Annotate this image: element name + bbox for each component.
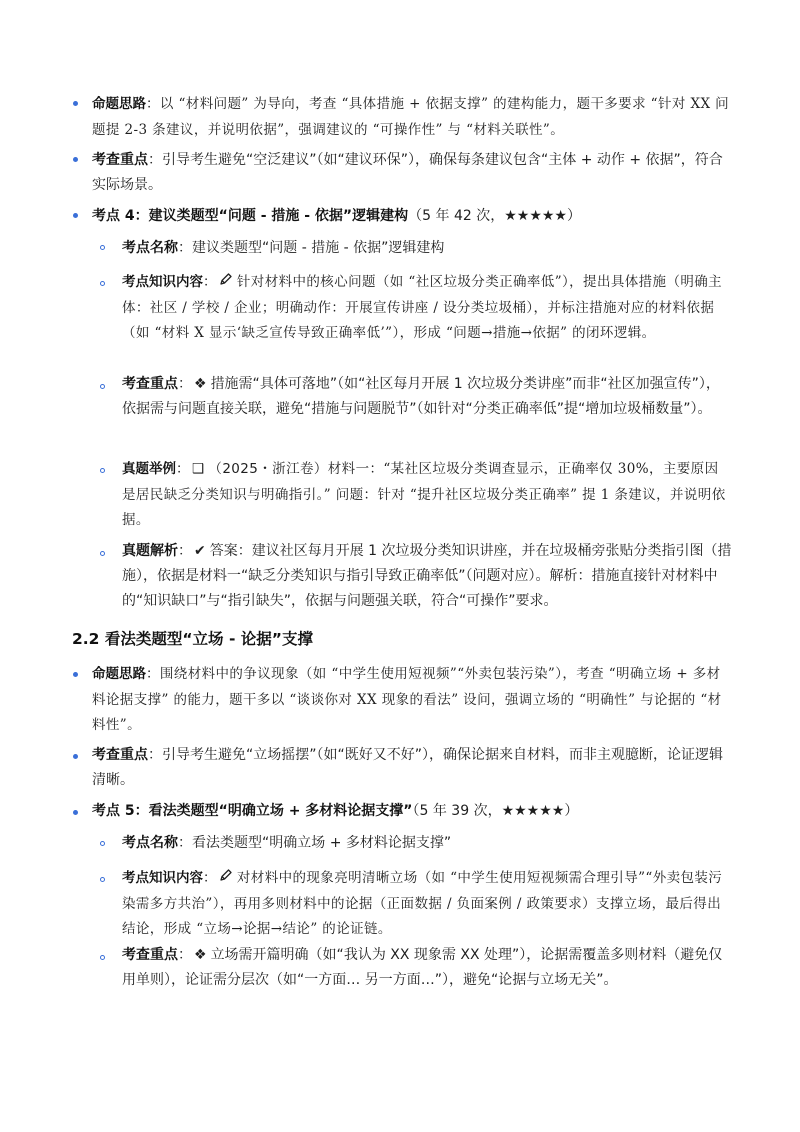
section-heading: 2.2 看法类题型“立场 - 论据”支撑 [72, 630, 313, 648]
bullet [72, 753, 80, 761]
item-label: 考查重点 [92, 152, 148, 168]
item-label: 真题举例 [122, 461, 176, 477]
item-text: 引导考生避免“立场摇摆”（如“既好又不好”），确保论据来自材料，而非主观臆断，论证逻辑清晰。 [92, 747, 724, 788]
bullet [100, 841, 108, 849]
checkbox-icon: ❑ [191, 461, 205, 477]
bullet [72, 671, 80, 679]
list-item: 真题解析： ✔ 答案：建议社区每月开展 1 次垃圾分类知识讲座，并在垃圾桶旁张贴分类指引图（措施），依据是材料一“缺乏分类知识与指引导致正确率低”（问题对应）。解析：措施直接针对材料中的“知识缺口”与“指引缺失”，依据与问题强关联，符合“可操作”要求。 [122, 539, 732, 614]
kp-title: 考点 5：看法类题型“明确立场 + 多材料论据支撑” [92, 803, 413, 819]
item-label: 命题思路 [92, 96, 146, 112]
kp-title: 考点 4：建议类题型“问题 - 措施 - 依据”逻辑建构 [92, 208, 409, 224]
kp4-heading [92, 204, 732, 229]
example-source: （2025・浙江卷） [208, 461, 328, 477]
item-text: 对材料中的现象亮明清晰立场（如 “中学生使用短视频需合理引导”“外卖包装污染需多方共治”），再用多则材料中的论据（正面数据 / 负面案例 / 政策要求）支撑立场，最后得出结论，形成 “立场→论据→结论” 的论证链。 [122, 870, 723, 937]
diamond-icon: ❖ [194, 376, 207, 392]
item-label: 真题解析 [122, 543, 178, 559]
item-text: 材料一：“某社区垃圾分类调查显示，正确率仅 30%，主要原因是居民缺乏分类知识与明确指引。” 问题：针对 “提升社区垃圾分类正确率” 提 1 条建议，并说明依据。 [122, 461, 726, 528]
bullet [72, 809, 80, 817]
bullet [100, 384, 108, 392]
item-text: 以 “材料问题” 为导向，考查 “具体措施 + 依据支撑” 的建构能力，题干多要求 “针对 XX 问题提 2-3 条建议，并说明依据”，强调建议的 “可操作性” 与 “材料关联性”。 [92, 96, 730, 138]
item-text: 引导考生避免“空泛建议”（如“建议环保”），确保每条建议包含“主体 + 动作 + 依据”，符合实际场景。 [92, 152, 723, 193]
list-item: 考点知识内容： 对材料中的现象亮明清晰立场（如 “中学生使用短视频需合理引导”“外卖包装污染需多方共治”），再用多则材料中的论据（正面数据 / 负面案例 / 政策要求）支撑立场，最后得出结论，形成 “立场→论据→结论” 的论证链。 [122, 866, 732, 943]
list-item: 考点名称：看法类题型“明确立场 + 多材料论据支撑” [122, 835, 452, 851]
item-label: 命题思路 [92, 666, 146, 682]
item-text: 看法类题型“明确立场 + 多材料论据支撑” [192, 835, 452, 851]
list-item: 考查重点： ❖ 立场需开篇明确（如“我认为 XX 现象需 XX 处理”），论据需覆盖多则材料（避免仅用单则），论证需分层次（如“一方面… 另一方面…”），避免“论据与立场无关”。 [122, 943, 732, 993]
list-item: 考查重点： ❖ 措施需“具体可落地”（如“社区每月开展 1 次垃圾分类讲座”而非“社区加强宣传”），依据需与问题直接关联，避免“措施与问题脱节”（如针对“分类正确率低”提“增加垃圾桶数量”）。 [122, 372, 732, 422]
item-text: 针对材料中的核心问题（如 “社区垃圾分类正确率低”），提出具体措施（明确主体：社区 / 学校 / 企业；明确动作：开展宣传讲座 / 设分类垃圾桶），并标注措施对应的材料依据（如 “材料 X 显示‘缺乏宣传导致正确率低’”），形成 “问题→措施→依据” 的闭环逻辑。 [122, 274, 723, 341]
item-label: 考点知识内容 [122, 870, 203, 886]
list-item: 考点名称：建议类题型“问题 - 措施 - 依据”逻辑建构 [122, 240, 445, 256]
list-item: 真题举例： ❑ （2025・浙江卷）材料一：“某社区垃圾分类调查显示，正确率仅 30%，主要原因是居民缺乏分类知识与明确指引。” 问题：针对 “提升社区垃圾分类正确率” 提 1 条建议，并说明依据。 [122, 457, 732, 534]
item-text: 答案：建议社区每月开展 1 次垃圾分类知识讲座，并在垃圾桶旁张贴分类指引图（措施），依据是材料一“缺乏分类知识与指引导致正确率低”（问题对应）。解析：措施直接针对材料中的“知识缺口”与“指引缺失”，依据与问题强关联，符合“可操作”要求。 [122, 543, 732, 609]
bullet [100, 877, 108, 885]
item-label: 考查重点 [92, 747, 148, 763]
bullet [72, 100, 80, 108]
list-item: 命题思路：围绕材料中的争议现象（如 “中学生使用短视频”“外卖包装污染”），考查 “明确立场 + 多材料论据支撑” 的能力，题干多以 “谈谈你对 XX 现象的看法” 设问，强调立场的 “明确性” 与论据的 “材料性”。 [92, 666, 722, 733]
bullet [72, 212, 80, 220]
list-item: 考查重点：引导考生避免“空泛建议”（如“建议环保”），确保每条建议包含“主体 + 动作 + 依据”，符合实际场景。 [92, 152, 723, 193]
bullet [100, 245, 108, 253]
list-item: 考点知识内容： 针对材料中的核心问题（如 “社区垃圾分类正确率低”），提出具体措施（明确主体：社区 / 学校 / 企业；明确动作：开展宣传讲座 / 设分类垃圾桶），并标注措施对应的材料依据（如 “材料 X 显示‘缺乏宣传导致正确率低’”），形成 “问题→措施→依据” 的闭环逻辑。 [122, 270, 732, 347]
pencil-icon [219, 866, 233, 892]
item-label: 考点知识内容 [122, 274, 203, 290]
bullet [100, 955, 108, 963]
item-label: 考点名称 [122, 240, 178, 256]
bullet [72, 156, 80, 164]
pencil-icon [219, 270, 233, 296]
bullet [100, 468, 108, 476]
list-item: 考查重点：引导考生避免“立场摇摆”（如“既好又不好”），确保论据来自材料，而非主观臆断，论证逻辑清晰。 [92, 747, 724, 788]
list-item: 命题思路：以 “材料问题” 为导向，考查 “具体措施 + 依据支撑” 的建构能力，题干多要求 “针对 XX 问题提 2-3 条建议，并说明依据”，强调建议的 “可操作性” 与 “材料关联性”。 [92, 96, 730, 138]
item-text: 立场需开篇明确（如“我认为 XX 现象需 XX 处理”），论据需覆盖多则材料（避免仅用单则），论证需分层次（如“一方面… 另一方面…”），避免“论据与立场无关”。 [122, 947, 723, 988]
bullet [100, 551, 108, 559]
kp5-heading [92, 799, 732, 824]
kp-meta: （5 年 39 次，★★★★★） [412, 803, 579, 819]
item-text: 措施需“具体可落地”（如“社区每月开展 1 次垃圾分类讲座”而非“社区加强宣传”），依据需与问题直接关联，避免“措施与问题脱节”（如针对“分类正确率低”提“增加垃圾桶数量”）。 [122, 376, 720, 417]
kp-meta: （5 年 42 次，★★★★★） [408, 208, 581, 224]
item-label: 考点名称 [122, 835, 178, 851]
item-text: 围绕材料中的争议现象（如 “中学生使用短视频”“外卖包装污染”），考查 “明确立场 + 多材料论据支撑” 的能力，题干多以 “谈谈你对 XX 现象的看法” 设问，强调立场的 “明确性” 与论据的 “材料性”。 [92, 666, 722, 733]
item-text: 建议类题型“问题 - 措施 - 依据”逻辑建构 [192, 240, 445, 256]
item-label: 考查重点 [122, 947, 178, 963]
item-label: 考查重点 [122, 376, 178, 392]
bullet [100, 281, 108, 289]
diamond-icon: ❖ [194, 947, 207, 963]
check-icon: ✔ [194, 543, 206, 559]
